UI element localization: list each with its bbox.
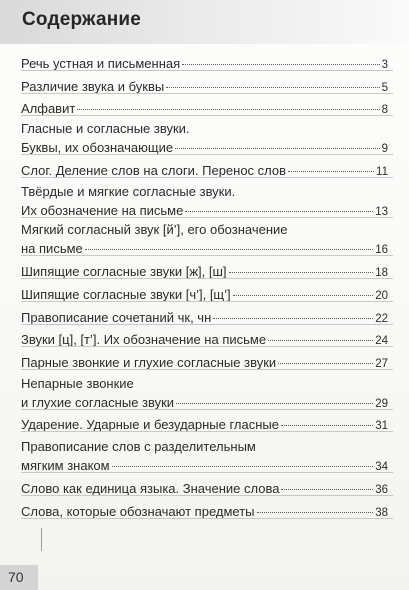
toc-leader-dots (77, 95, 379, 110)
toc-separator (21, 369, 393, 370)
toc-entry-page: 18 (375, 267, 388, 279)
toc-entry (21, 120, 388, 158)
toc-entry-page: 9 (381, 143, 388, 155)
toc-entry-title-line: Слово как единица языка. Значение слова (21, 481, 280, 496)
toc-entry-page: 24 (375, 335, 388, 347)
toc-entry-page: 20 (375, 290, 388, 302)
toc-entry-page: 8 (381, 104, 388, 116)
toc-entry-page: 38 (375, 507, 388, 519)
toc-leader-dots (175, 134, 380, 149)
toc-separator (21, 154, 393, 155)
toc-entry (21, 183, 388, 221)
toc-entry-title-line: Речь устная и письменная (21, 56, 181, 71)
toc-entry-title-line: Их обозначение на письме (21, 203, 184, 218)
toc-leader-dots (213, 304, 373, 319)
toc-separator (21, 518, 393, 519)
toc-entry-title-line: Мягкий согласный звук [й’], его обозначение (21, 222, 288, 237)
toc-leader-dots (281, 411, 373, 426)
toc-separator (21, 278, 393, 279)
toc-leader-dots (229, 258, 374, 273)
toc-leader-dots (85, 235, 373, 250)
toc-entry-page: 3 (381, 59, 388, 71)
toc-leader-dots (112, 452, 374, 467)
toc-entry (21, 221, 388, 259)
toc-entry-title-line: Парные звонкие и глухие согласные звуки (21, 355, 277, 370)
toc-entry-title-line: Гласные и согласные звуки. (21, 121, 190, 136)
toc-entry-title-line: Твёрдые и мягкие согласные звуки. (21, 184, 236, 199)
toc-entry-page: 5 (381, 82, 388, 94)
toc-entry-page: 34 (375, 461, 388, 473)
toc-separator (21, 177, 393, 178)
toc-separator (21, 324, 393, 325)
toc-leader-dots (268, 326, 373, 341)
toc-entry-title-line: Правописание слов с разделительным (21, 439, 256, 454)
margin-line (41, 528, 42, 551)
toc-entry-page: 22 (375, 313, 388, 325)
toc-entry-page: 29 (375, 398, 388, 410)
toc-entry-page: 36 (375, 484, 388, 496)
toc-separator (21, 301, 393, 302)
toc-entry-title-line: Шипящие согласные звуки [ж], [ш] (21, 264, 227, 279)
toc-entry-title-line: Непарные звонкие (21, 376, 134, 391)
toc-leader-dots (176, 389, 373, 404)
toc-leader-dots (257, 498, 374, 513)
toc-entry-title-line: на письме (21, 241, 83, 256)
toc-entry-title-line: Правописание сочетаний чк, чн (21, 310, 212, 325)
toc-entry (21, 375, 388, 413)
toc-separator (21, 217, 393, 218)
toc-entry-title-line: Алфавит (21, 101, 76, 116)
toc-entry (21, 438, 388, 476)
toc-entry-title-line: мягким знаком (21, 458, 110, 473)
toc-separator (21, 495, 393, 496)
toc-entry-title-line: Слова, которые обозначают предметы (21, 504, 255, 519)
toc-entry-page: 16 (375, 244, 388, 256)
toc-leader-dots (288, 157, 374, 172)
toc-entry-page: 27 (375, 358, 388, 370)
toc-leader-dots (166, 73, 379, 88)
toc-entry-title-line: Звуки [ц], [т’]. Их обозначение на письме (21, 332, 267, 347)
toc-entry-title-line: Различие звука и буквы (21, 79, 165, 94)
toc-leader-dots (278, 349, 373, 364)
page-number: 70 (8, 569, 24, 585)
toc-separator (21, 346, 393, 347)
toc-entry-page: 13 (375, 206, 388, 218)
toc-separator (21, 70, 393, 71)
toc-leader-dots (185, 197, 373, 212)
toc-leader-dots (281, 475, 373, 490)
toc-entry-title-line: Ударение. Ударные и безударные гласные (21, 417, 280, 432)
toc-separator (21, 115, 393, 116)
toc-entry-page: 31 (375, 420, 388, 432)
page-title: Содержание (22, 9, 142, 30)
toc-entry-title-line: Шипящие согласные звуки [ч’], [щ’] (21, 287, 231, 302)
toc-separator (21, 431, 393, 432)
toc-leader-dots (182, 50, 379, 65)
toc-separator (21, 255, 393, 256)
toc-entry-title-line: Слог. Деление слов на слоги. Перенос слов (21, 163, 287, 178)
toc-separator (21, 409, 393, 410)
toc-separator (21, 93, 393, 94)
toc-entry-page: 11 (376, 166, 388, 178)
toc-entry-title-line: Буквы, их обозначающие (21, 140, 174, 155)
toc-entry-title-line: и глухие согласные звуки (21, 395, 175, 410)
toc-separator (21, 472, 393, 473)
toc-leader-dots (233, 281, 374, 296)
